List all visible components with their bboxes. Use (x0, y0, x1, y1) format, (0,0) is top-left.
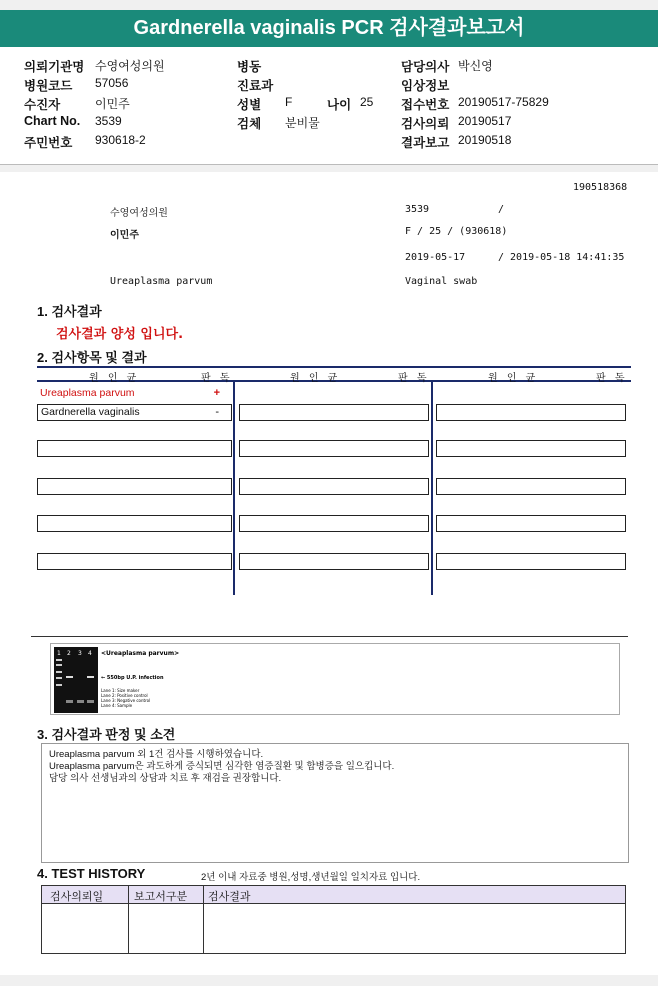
history-table-header (42, 886, 625, 904)
result-row-positive (37, 386, 232, 403)
result-mark: - (215, 406, 219, 418)
sheet-chart: 3539 (405, 204, 430, 215)
history-col-divider (128, 886, 129, 953)
col-header-judge-2: 판 독 (398, 373, 430, 384)
sheet-date-report: / 2019-05-18 14:41:35 (498, 252, 625, 263)
gel-band-label: ← 550bp U.P. infection (101, 675, 164, 681)
result-cell-empty (37, 553, 232, 570)
history-col-result: 검사결과 (208, 891, 251, 903)
result-cell-empty (436, 478, 626, 495)
result-row-negative (37, 404, 232, 421)
info-clinic: 의뢰기관명 수영여성의원 (24, 59, 165, 74)
result-cell-empty (436, 515, 626, 532)
result-cell-empty (239, 553, 429, 570)
col-header-judge-1: 판 독 (201, 373, 233, 384)
gel-legend-item: Lane 1: Size maker (101, 688, 140, 693)
result-cell-empty (239, 404, 429, 421)
col-header-organism-2: 원 인 균 (290, 373, 341, 384)
result-cell-empty (37, 478, 232, 495)
result-cell-empty (239, 478, 429, 495)
lane-label: 4 (88, 650, 92, 657)
info-doctor: 담당의사 박신영 (401, 59, 493, 74)
sheet-specimen: Vaginal swab (405, 276, 478, 287)
info-hospital-code: 병원코드 57056 (24, 76, 129, 93)
gel-divider (31, 636, 628, 637)
sheet-clinic: 수영여성의원 (110, 208, 168, 219)
sheet-organism: Ureaplasma parvum (110, 276, 213, 287)
result-cell-empty (436, 553, 626, 570)
info-clinical: 임상정보 (401, 79, 450, 93)
history-col-request-date: 검사의뢰일 (50, 891, 104, 903)
info-sex: 성별 F (237, 95, 293, 112)
section2-title: 2. 검사항목 및 결과 (37, 350, 147, 365)
result-organism-name: Gardnerella vaginalis (41, 406, 140, 418)
history-table (41, 885, 626, 954)
info-specimen: 검체 분비물 (237, 116, 320, 131)
report-title: Gardnerella vaginalis PCR 검사결과보고서 (0, 10, 658, 47)
info-resident-no: 주민번호 930618-2 (24, 133, 146, 150)
result-cell-empty (239, 515, 429, 532)
gel-legend-item: Lane 4: Sample (101, 703, 133, 708)
gel-legend-item: Lane 3: Negative control (101, 698, 151, 703)
result-mark: + (213, 387, 220, 399)
result-cell-empty (436, 440, 626, 457)
sheet-sex-age: F / 25 / (930618) (405, 226, 508, 237)
lane-label: 2 (67, 650, 71, 657)
comment-line: 담당 의사 선생님과의 상담과 치료 후 재검을 권장합니다. (49, 773, 282, 784)
section4-title: 4. TEST HISTORY (37, 866, 146, 881)
col-header-judge-3: 판 독 (596, 373, 628, 384)
lane-label: 3 (78, 650, 82, 657)
result-cell-empty (37, 515, 232, 532)
info-age: 나이 25 (327, 95, 374, 112)
gel-image (51, 644, 621, 716)
history-note: 2년 이내 자료중 병원,성명,생년월일 일치자료 입니다. (201, 872, 421, 883)
info-ward: 병동 (237, 60, 262, 74)
comment-line: Ureaplasma parvum 외 1건 검사를 시행하였습니다. (49, 749, 264, 760)
gel-figure (50, 643, 620, 715)
history-col-report-type: 보고서구분 (134, 891, 188, 903)
grid-divider-1 (233, 382, 235, 595)
result-organism-name: Ureaplasma parvum (40, 387, 135, 399)
patient-info-panel (0, 47, 658, 165)
info-receipt-no: 접수번호 20190517-75829 (401, 95, 549, 112)
info-report-date: 결과보고 20190518 (401, 133, 512, 150)
result-cell-empty (37, 440, 232, 457)
info-department: 진료과 (237, 79, 274, 93)
gel-title: <Ureaplasma parvum> (101, 650, 180, 657)
col-header-organism-1: 원 인 균 (89, 373, 140, 384)
sheet-patient: 이민주 (110, 230, 139, 241)
section1-result: 검사결과 양성 입니다. (56, 327, 184, 342)
report-sheet (0, 172, 658, 975)
comment-line: Ureaplasma parvum은 과도하게 증식되면 심각한 염증질환 및 합병증을 일으킵니다. (49, 761, 395, 772)
sheet-chart-slash: / (498, 204, 505, 215)
result-cell-empty (436, 404, 626, 421)
results-grid-header (37, 366, 631, 382)
sheet-date-request: 2019-05-17 (405, 252, 466, 263)
history-col-divider (203, 886, 204, 953)
col-header-organism-3: 원 인 균 (488, 373, 539, 384)
gel-legend-item: Lane 2: Positive control (101, 693, 148, 698)
info-request-date: 검사의뢰 20190517 (401, 114, 512, 131)
result-cell-empty (239, 440, 429, 457)
section1-title: 1. 검사결과 (37, 304, 102, 319)
report-id: 190518368 (573, 182, 628, 193)
comment-box (41, 743, 629, 863)
info-chart-no: Chart No. 3539 (24, 114, 122, 128)
grid-divider-2 (431, 382, 433, 595)
info-patient-name: 수진자 이민주 (24, 97, 130, 112)
lane-label: 1 (57, 650, 61, 657)
section3-title: 3. 검사결과 판정 및 소견 (37, 727, 176, 742)
